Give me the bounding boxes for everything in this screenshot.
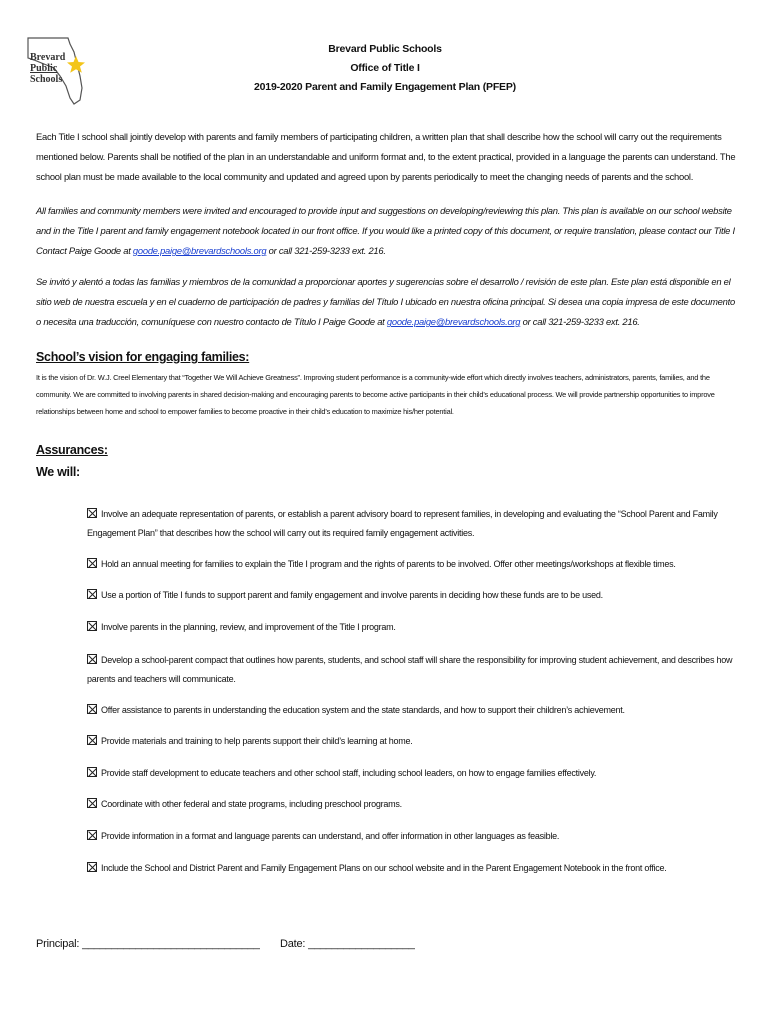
assurance-text: Develop a school-parent compact that outlines how parents, students, and school staff will share the responsibility for improving student achievement, and describes how parents and teachers will communicate. [87, 655, 733, 684]
assurance-item [87, 618, 735, 637]
assurance-item [87, 859, 735, 878]
checked-box-icon[interactable] [87, 704, 97, 714]
assurance-item [87, 701, 735, 720]
intro-paragraph: Each Title I school shall jointly develop with parents and family members of participating children, a written plan that shall describe how the school will carry out the requirements mentioned below. Parents shall be notified of the plan in an understandable and uniform format and, to the extent practical, provided in a language the parents can understand. The school plan must be made available to the local community and updated and agreed upon by parents periodically to meet the changing needs of parents and the school. [36, 131, 736, 182]
checked-box-icon[interactable] [87, 798, 97, 808]
checked-box-icon[interactable] [87, 508, 97, 518]
assurances-heading: Assurances: [36, 443, 108, 457]
checked-box-icon[interactable] [87, 862, 97, 872]
checked-box-icon[interactable] [87, 735, 97, 745]
assurance-item [87, 555, 735, 574]
spanish-notice-phone: or call 321-259-3233 ext. 216. [520, 316, 640, 327]
assurance-text: Involve parents in the planning, review, and improvement of the Title I program. [101, 622, 396, 632]
header-district: Brevard Public Schools [328, 43, 442, 55]
assurance-item [87, 651, 735, 689]
logo-line-3: Schools [30, 74, 63, 85]
assurance-text: Coordinate with other federal and state programs, including preschool programs. [101, 799, 402, 809]
assurance-text: Involve an adequate representation of parents, or establish a parent advisory board to represent families, in developing and evaluating the “School Parent and Family Engagement Plan” that describes how the school will carry out its required family engagement activities. [87, 509, 718, 538]
assurance-item [87, 505, 735, 543]
assurance-text: Provide materials and training to help parents support their child’s learning at home. [101, 736, 413, 746]
vision-text: It is the vision of Dr. W.J. Creel Elementary that “Together We Will Achieve Greatness”. Improving student performance is a community-wide effort which directly involves teachers, administrators, parents, families, and the community. We are committed to involving parents in shared decision-making and encouraging parents to become active participants in their child’s educational process. We will provide partnership opportunities to improve relationships between home and school to empower families to become proactive in their child’s education to maximize his/her potential. [36, 373, 715, 416]
assurance-item [87, 764, 735, 783]
header-plan-title: 2019-2020 Parent and Family Engagement Plan (PFEP) [254, 81, 516, 93]
english-notice-email-link[interactable]: goode.paige@brevardschools.org [132, 245, 267, 256]
date-signature-line[interactable]: Date: __________________ [280, 938, 415, 950]
logo-line-1: Brevard [30, 52, 66, 63]
assurance-text: Include the School and District Parent and Family Engagement Plans on our school website and in the Parent Engagement Notebook in the front office. [101, 863, 667, 873]
assurance-item [87, 732, 735, 751]
principal-signature-line[interactable]: Principal: ______________________________ [36, 938, 260, 950]
logo-line-2: Public [30, 63, 58, 74]
we-will-heading: We will: [36, 465, 80, 479]
english-notice [36, 201, 736, 261]
spanish-notice-text: Se invitó y alentó a todas las familias y miembros de la comunidad a proporcionar aportes y sugerencias sobre el desarrollo / revisión de este plan. Este plan está disponible en el sitio web de nuestra escuela y en el cuaderno de participación de padres y familias del Título I ubicado en nuestra oficina principal. Si desea una copia impresa de este documento o necesita una traducción, comuníquese con nuestro contacto de Título I Paige Goode at [36, 276, 735, 327]
english-notice-text: All families and community members were invited and encouraged to provide input and suggestions on developing/reviewing this plan. This plan is available on our school website and in the Title I parent and family engagement notebook located in our front office. If you would like a printed copy of this document, or require translation, please contact our Title I Contact Paige Goode at [36, 205, 735, 256]
checked-box-icon[interactable] [87, 621, 97, 631]
assurance-item [87, 795, 735, 814]
checked-box-icon[interactable] [87, 589, 97, 599]
header-office: Office of Title I [350, 62, 420, 74]
assurance-text: Provide information in a format and language parents can understand, and offer information in other languages as feasible. [101, 831, 560, 841]
checked-box-icon[interactable] [87, 830, 97, 840]
assurance-text: Hold an annual meeting for families to explain the Title I program and the rights of parents to be involved. Offer other meetings/workshops at flexible times. [101, 559, 676, 569]
document-header [0, 40, 770, 97]
spanish-notice [36, 272, 736, 332]
assurance-text: Offer assistance to parents in understanding the education system and the state standards, and how to support their children’s achievement. [101, 705, 625, 715]
checked-box-icon[interactable] [87, 767, 97, 777]
assurance-text: Use a portion of Title I funds to support parent and family engagement and involve parents in deciding how these funds are to be used. [101, 590, 603, 600]
spanish-notice-email-link[interactable]: goode.paige@brevardschools.org [386, 316, 521, 327]
assurance-item [87, 827, 735, 846]
assurance-text: Provide staff development to educate teachers and other school staff, including school leaders, on how to engage families effectively. [101, 768, 597, 778]
checked-box-icon[interactable] [87, 558, 97, 568]
vision-heading: School’s vision for engaging families: [36, 350, 250, 364]
checked-box-icon[interactable] [87, 654, 97, 664]
assurance-item [87, 586, 735, 605]
english-notice-phone: or call 321-259-3233 ext. 216. [266, 245, 386, 256]
